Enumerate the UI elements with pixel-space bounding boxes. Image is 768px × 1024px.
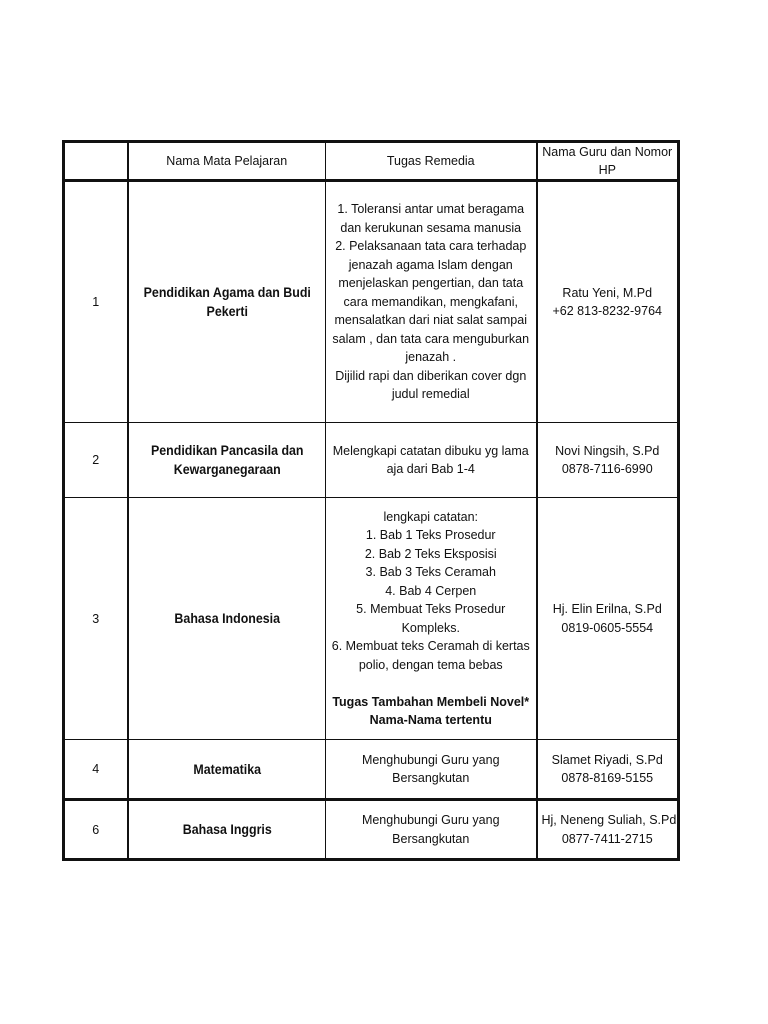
teacher-phone: 0819-0605-5554 <box>561 620 654 635</box>
header-tugas: Tugas Remedia <box>326 142 537 181</box>
row-number: 3 <box>64 498 128 740</box>
row-number: 2 <box>64 423 128 498</box>
header-guru <box>537 142 679 181</box>
task-line: jenazah agama Islam dengan <box>348 257 513 272</box>
task-line: Menghubungi Guru yang <box>361 813 500 827</box>
remedial-table <box>62 140 680 861</box>
subject-name-line1: Pendidikan Pancasila dan <box>150 443 304 458</box>
teacher-name: Hj. Elin Erilna, S.Pd <box>552 602 662 616</box>
task-line: salam , dan tata cara menguburkan <box>332 331 530 346</box>
task-line: 1. Toleransi antar umat beragama <box>337 202 525 217</box>
table-row <box>64 498 679 740</box>
task-line: 2. Pelaksanaan tata cara terhadap <box>335 239 527 254</box>
task-line: polio, dengan tema bebas <box>358 657 503 672</box>
task-cell <box>326 800 537 860</box>
row-number: 1 <box>64 181 128 423</box>
row-number: 4 <box>64 740 128 800</box>
teacher-cell <box>537 800 679 860</box>
task-line: Kompleks. <box>401 620 460 635</box>
teacher-cell <box>537 740 679 800</box>
teacher-phone: 0878-8169-5155 <box>561 771 654 785</box>
subject-cell <box>128 740 326 800</box>
teacher-cell <box>537 181 679 423</box>
task-line: dan kerukunan sesama manusia <box>340 220 522 235</box>
table-row <box>64 800 679 860</box>
task-line: 3. Bab 3 Teks Ceramah <box>365 565 496 579</box>
task-line: aja dari Bab 1-4 <box>386 462 475 476</box>
subject-name-line1: Matematika <box>192 761 261 777</box>
header-guru-line2: HP <box>598 163 616 177</box>
task-line: 5. Membuat Teks Prosedur <box>356 602 506 616</box>
table-row <box>64 423 679 498</box>
task-line: lengkapi catatan: <box>383 509 478 524</box>
task-line: Dijilid rapi dan diberikan cover dgn <box>335 368 527 383</box>
task-line: Melengkapi catatan dibuku yg lama <box>332 443 529 458</box>
task-cell <box>326 498 537 740</box>
task-line: 4. Bab 4 Cerpen <box>385 583 477 598</box>
teacher-name: Ratu Yeni, M.Pd <box>562 285 653 300</box>
teacher-phone: 0878-7116-6990 <box>561 462 653 476</box>
task-line: Bersangkutan <box>392 771 470 785</box>
subject-name-line1: Bahasa Inggris <box>182 822 272 837</box>
task-line: mensalatkan dari niat salat sampai <box>334 313 527 328</box>
table-row <box>64 740 679 800</box>
task-line: judul remedial <box>391 387 470 402</box>
task-extra-line1: Tugas Tambahan Membeli Novel* <box>332 694 530 709</box>
task-line: 2. Bab 2 Teks Eksposisi <box>364 546 497 561</box>
task-line: menjelaskan pengertian, dan tata <box>338 276 524 291</box>
subject-name-line1: Pendidikan Agama dan Budi <box>143 285 311 300</box>
teacher-name: Slamet Riyadi, S.Pd <box>551 752 663 767</box>
subject-name-line2: Pekerti <box>206 304 248 319</box>
task-line: Menghubungi Guru yang <box>361 752 500 767</box>
task-line: Bersangkutan <box>392 831 470 846</box>
table-header-row <box>64 142 679 181</box>
teacher-cell <box>537 423 679 498</box>
task-spacer <box>329 674 533 693</box>
task-cell <box>326 181 537 423</box>
task-line: jenazah . <box>405 350 457 365</box>
subject-name-line2: Kewarganegaraan <box>173 462 281 477</box>
teacher-phone: +62 813-8232-9764 <box>552 304 662 318</box>
header-guru-line1: Nama Guru dan Nomor <box>542 145 673 159</box>
header-mapel: Nama Mata Pelajaran <box>128 142 326 181</box>
header-no <box>64 142 128 181</box>
subject-name-line1: Bahasa Indonesia <box>173 611 280 626</box>
teacher-phone: 0877-7411-2715 <box>561 831 653 846</box>
task-line: 1. Bab 1 Teks Prosedur <box>365 528 496 542</box>
task-line: cara memandikan, mengkafani, <box>343 294 518 309</box>
teacher-name: Hj, Neneng Suliah, S.Pd <box>541 813 677 827</box>
row-number: 6 <box>64 800 128 860</box>
task-line: 6. Membuat teks Ceramah di kertas <box>331 639 530 653</box>
task-extra-line2: Nama-Nama tertentu <box>369 713 492 727</box>
subject-cell <box>128 181 326 423</box>
task-cell <box>326 423 537 498</box>
subject-cell <box>128 498 326 740</box>
table-row <box>64 181 679 423</box>
subject-cell <box>128 800 326 860</box>
task-cell <box>326 740 537 800</box>
teacher-cell <box>537 498 679 740</box>
teacher-name: Novi Ningsih, S.Pd <box>555 443 660 458</box>
subject-cell <box>128 423 326 498</box>
